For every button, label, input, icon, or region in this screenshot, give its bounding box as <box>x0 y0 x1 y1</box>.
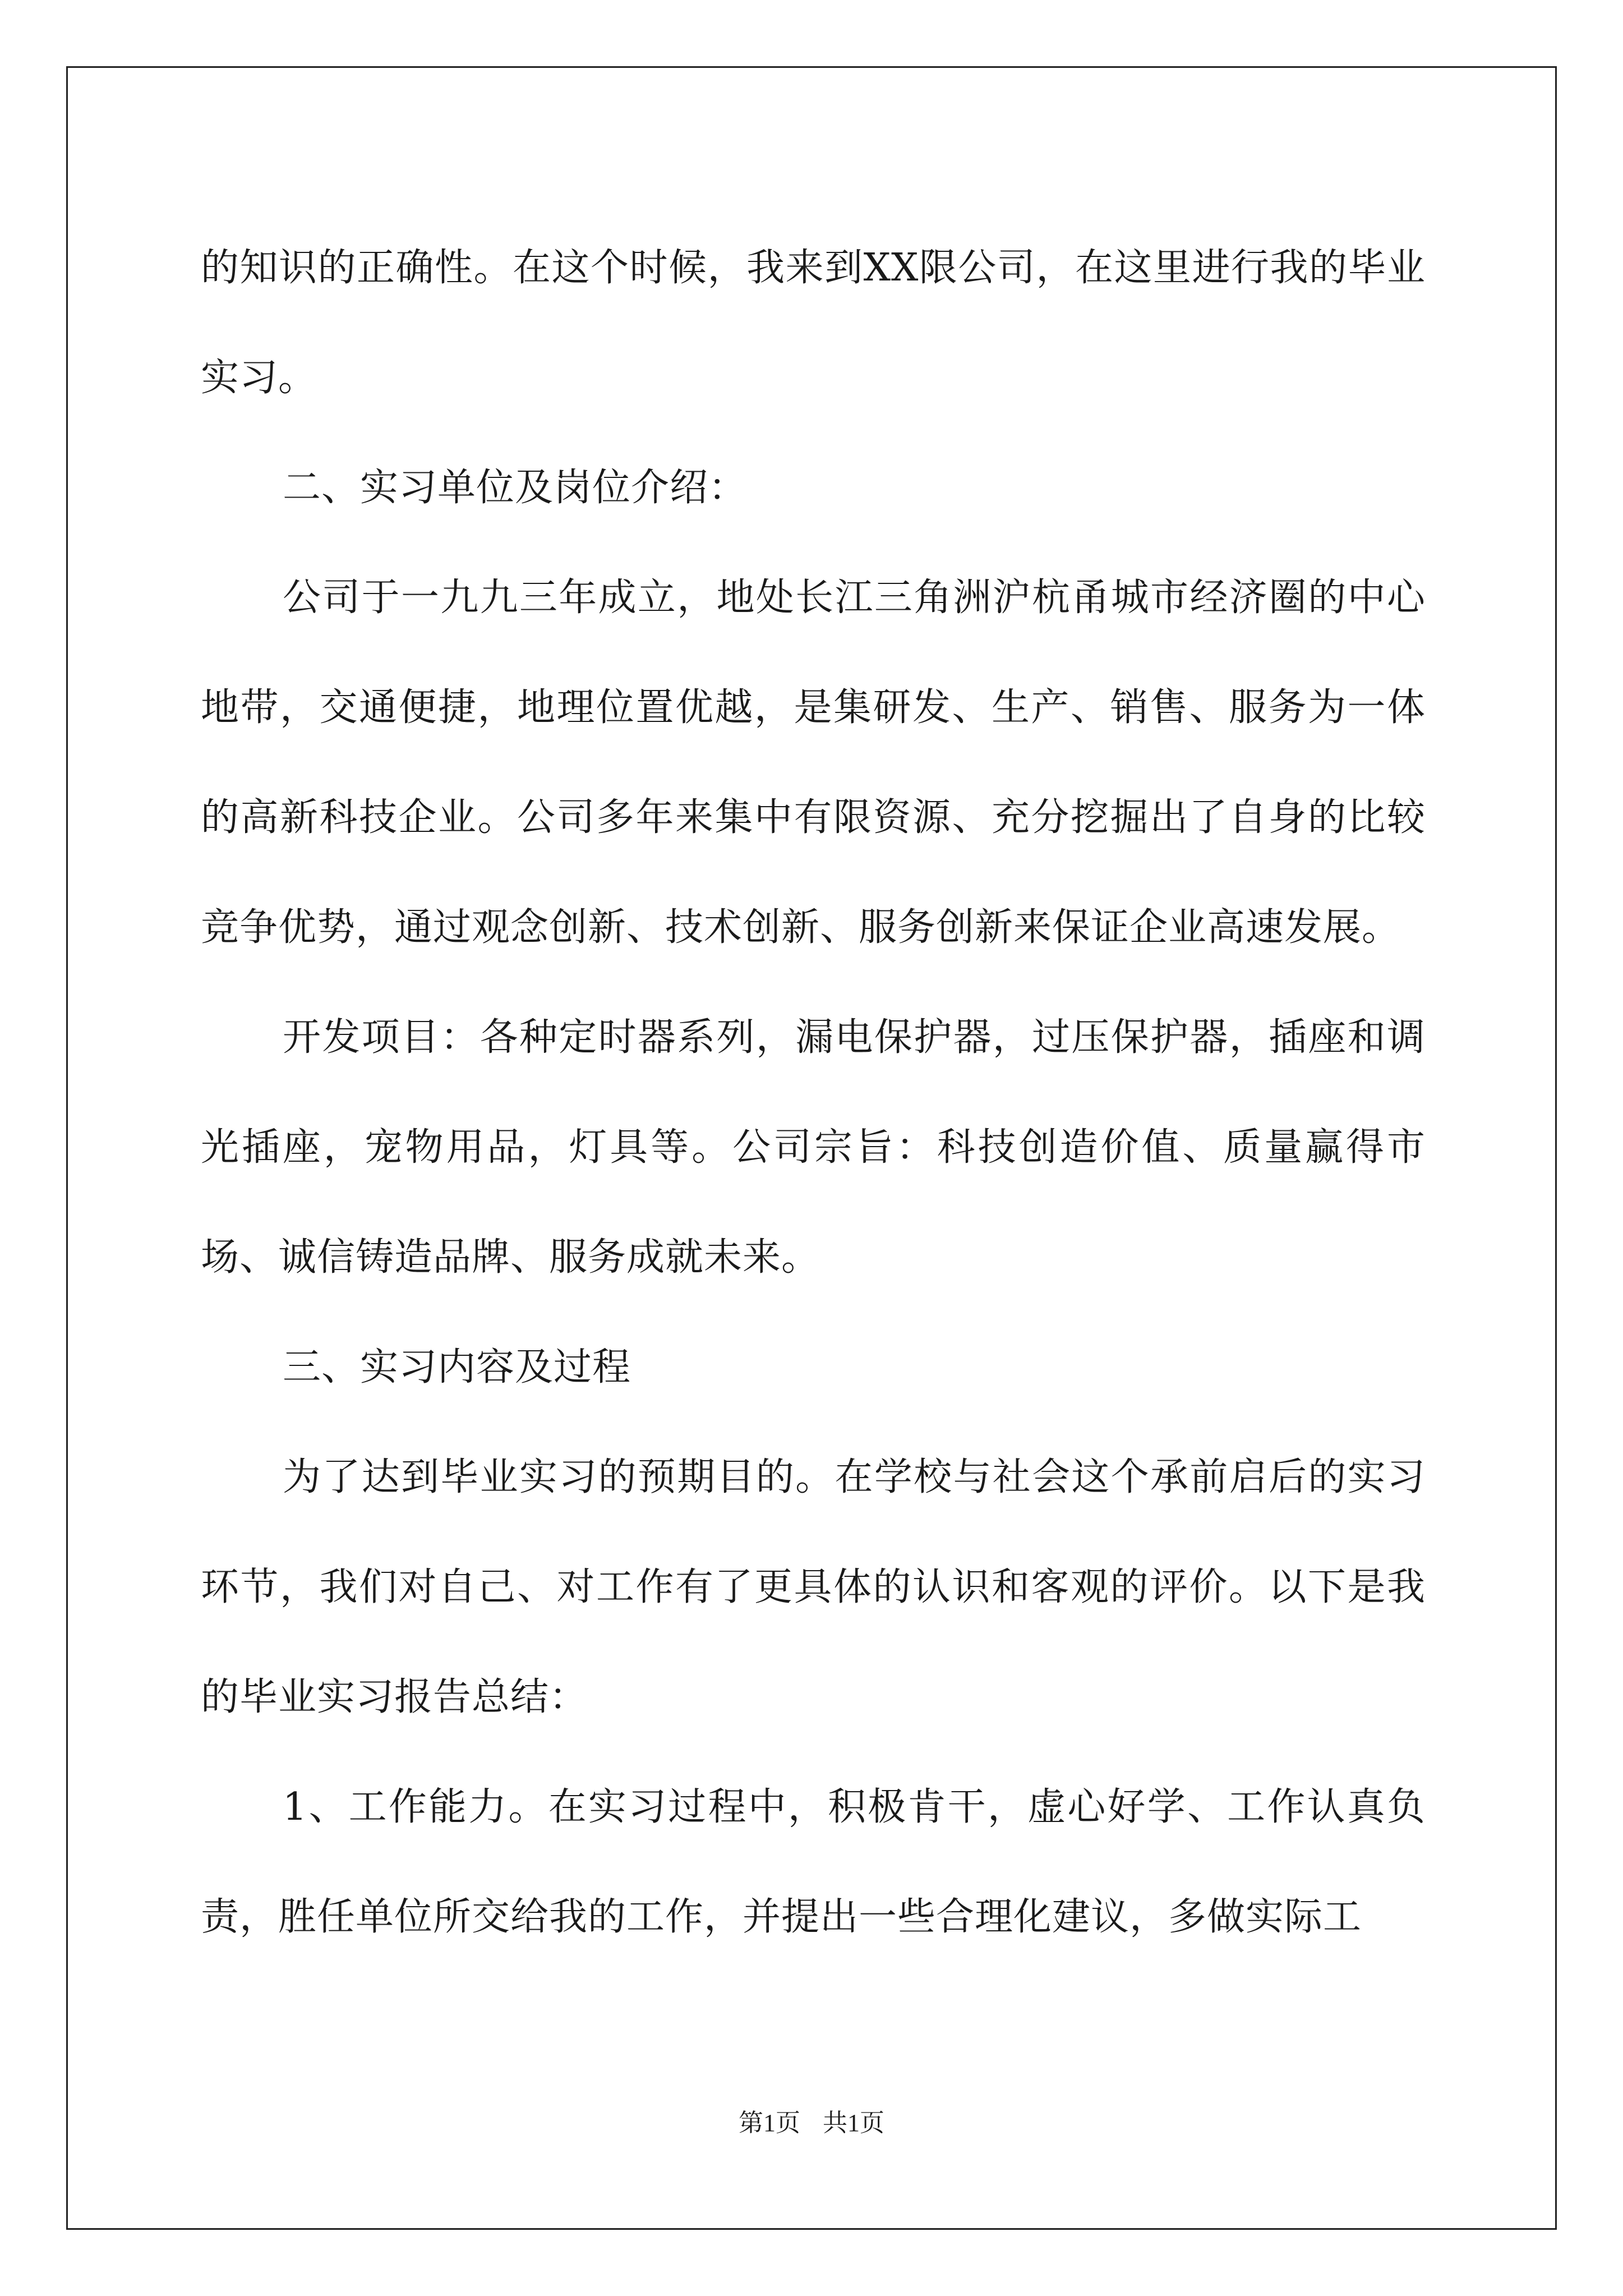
paragraph-1: 的知识的正确性。在这个时候，我来到XX限公司，在这里进行我的毕业实习。 <box>201 246 1426 400</box>
section-heading-3: 三、实习内容及过程 <box>283 1345 631 1389</box>
document-body <box>201 213 1426 1972</box>
section-heading-2: 二、实习单位及岗位介绍： <box>283 466 748 510</box>
page-number: 第1页 <box>739 2109 800 2137</box>
paragraph-products: 开发项目：各种定时器系列，漏电保护器，过压保护器，插座和调光插座，宠物用品，灯具等。公司宗旨：科技创造价值、质量赢得市场、诚信铸造品牌、服务成就未来。 <box>201 1015 1426 1280</box>
paragraph-work-ability: 1、工作能力。在实习过程中，积极肯干，虚心好学、工作认真负责，胜任单位所交给我的工作，并提出一些合理化建议，多做实际工 <box>201 1785 1426 1939</box>
page-total: 共1页 <box>823 2109 884 2137</box>
page-footer <box>0 2106 1623 2140</box>
paragraph-company-intro: 公司于一九九三年成立，地处长江三角洲沪杭甬城市经济圈的中心地带，交通便捷，地理位置优越，是集研发、生产、销售、服务为一体的高新科技企业。公司多年来集中有限资源、充分挖掘出了自身的比较竞争优势，通过观念创新、技术创新、服务创新来保证企业高速发展。 <box>201 576 1426 950</box>
paragraph-purpose: 为了达到毕业实习的预期目的。在学校与社会这个承前启后的实习环节，我们对自己、对工作有了更具体的认识和客观的评价。以下是我的毕业实习报告总结： <box>201 1455 1426 1719</box>
